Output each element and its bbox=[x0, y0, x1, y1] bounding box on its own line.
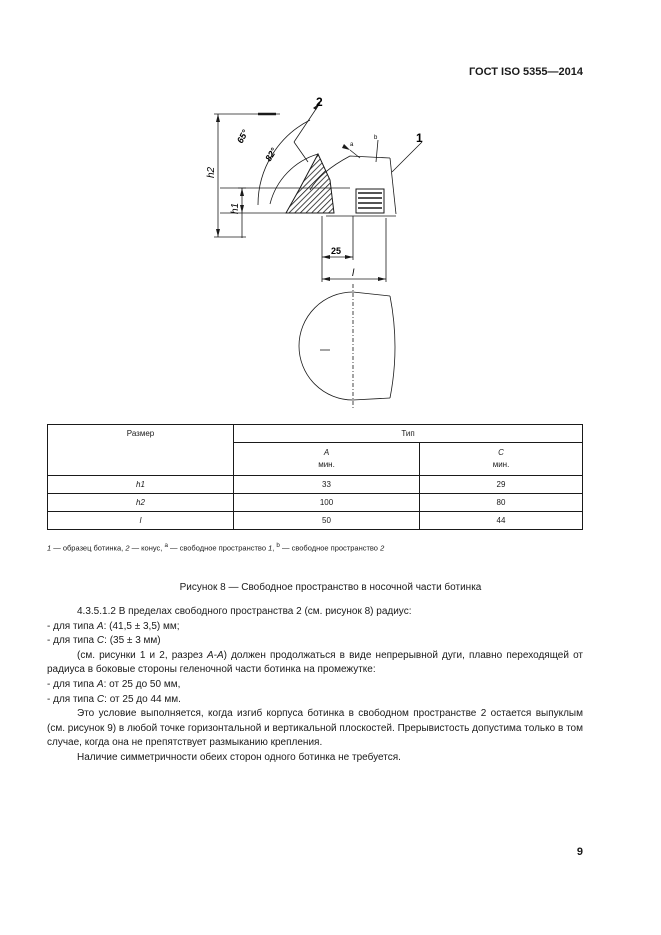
angle-82-label: 82° bbox=[263, 146, 279, 164]
paragraph: - для типа C: от 25 до 44 мм. bbox=[47, 693, 181, 705]
callout-1: 1 bbox=[416, 131, 423, 145]
paragraph: - для типа C: (35 ± 3 мм) bbox=[47, 635, 161, 647]
table-header-type: Тип bbox=[234, 425, 583, 443]
dim-h1-label: h1 bbox=[230, 202, 241, 214]
table-row: h2 100 80 bbox=[48, 494, 583, 512]
table-row: h1 33 29 bbox=[48, 476, 583, 494]
figure-caption: Рисунок 8 — Свободное пространство в носочной части ботинка bbox=[179, 582, 482, 593]
dimensions-table bbox=[47, 424, 583, 530]
note-b: b bbox=[374, 135, 378, 141]
document-code: ГОСТ ISO 5355—2014 bbox=[468, 66, 583, 78]
body-text bbox=[47, 605, 583, 766]
dim-h2-label: h2 bbox=[206, 166, 217, 178]
free-space-block bbox=[356, 189, 384, 213]
figure-8-drawing bbox=[200, 92, 430, 412]
table-header-type-a: A мин. bbox=[234, 443, 420, 476]
callout-2: 2 bbox=[316, 95, 323, 109]
paragraph: Наличие симметричности обеих сторон одного ботинка не требуется. bbox=[77, 751, 401, 763]
paragraph: (см. рисунки 1 и 2, разрез A-A) должен продолжаться в виде непрерывной дуги, плавно переходящей от радиуса в боковые стороны геленочной части ботинка на промежутке: bbox=[47, 649, 584, 676]
angle-65-label: 65° bbox=[234, 128, 251, 145]
paragraph: - для типа A: (41,5 ± 3,5) мм; bbox=[47, 620, 180, 632]
table-header-type-c: C мин. bbox=[420, 443, 583, 476]
paragraph: 4.3.5.1.2 В пределах свободного пространства 2 (см. рисунок 8) радиус: bbox=[77, 606, 412, 617]
table-header-size: Размер bbox=[48, 425, 234, 476]
dim-25-label: 25 bbox=[331, 246, 342, 256]
page-number: 9 bbox=[576, 846, 583, 858]
paragraph: Это условие выполняется, когда изгиб корпуса ботинка в свободном пространстве 2 остается выпуклым (см. рисунок 9) в любой точке горизонтальной и вертикальной плоскостей. Прерывистость допустима только в том случае, когда она не препятствует размыканию крепления. bbox=[47, 708, 583, 749]
figure-legend: 1 — образец ботинка, 2 — конус, $^a$ — свободное пространство 1, $^b$ — свободное пространство 2 bbox=[47, 542, 385, 553]
dim-l-label: l bbox=[352, 268, 355, 279]
table-row: l 50 44 bbox=[48, 512, 583, 530]
paragraph: - для типа A: от 25 до 50 мм, bbox=[47, 678, 181, 690]
note-a: a bbox=[350, 142, 354, 148]
